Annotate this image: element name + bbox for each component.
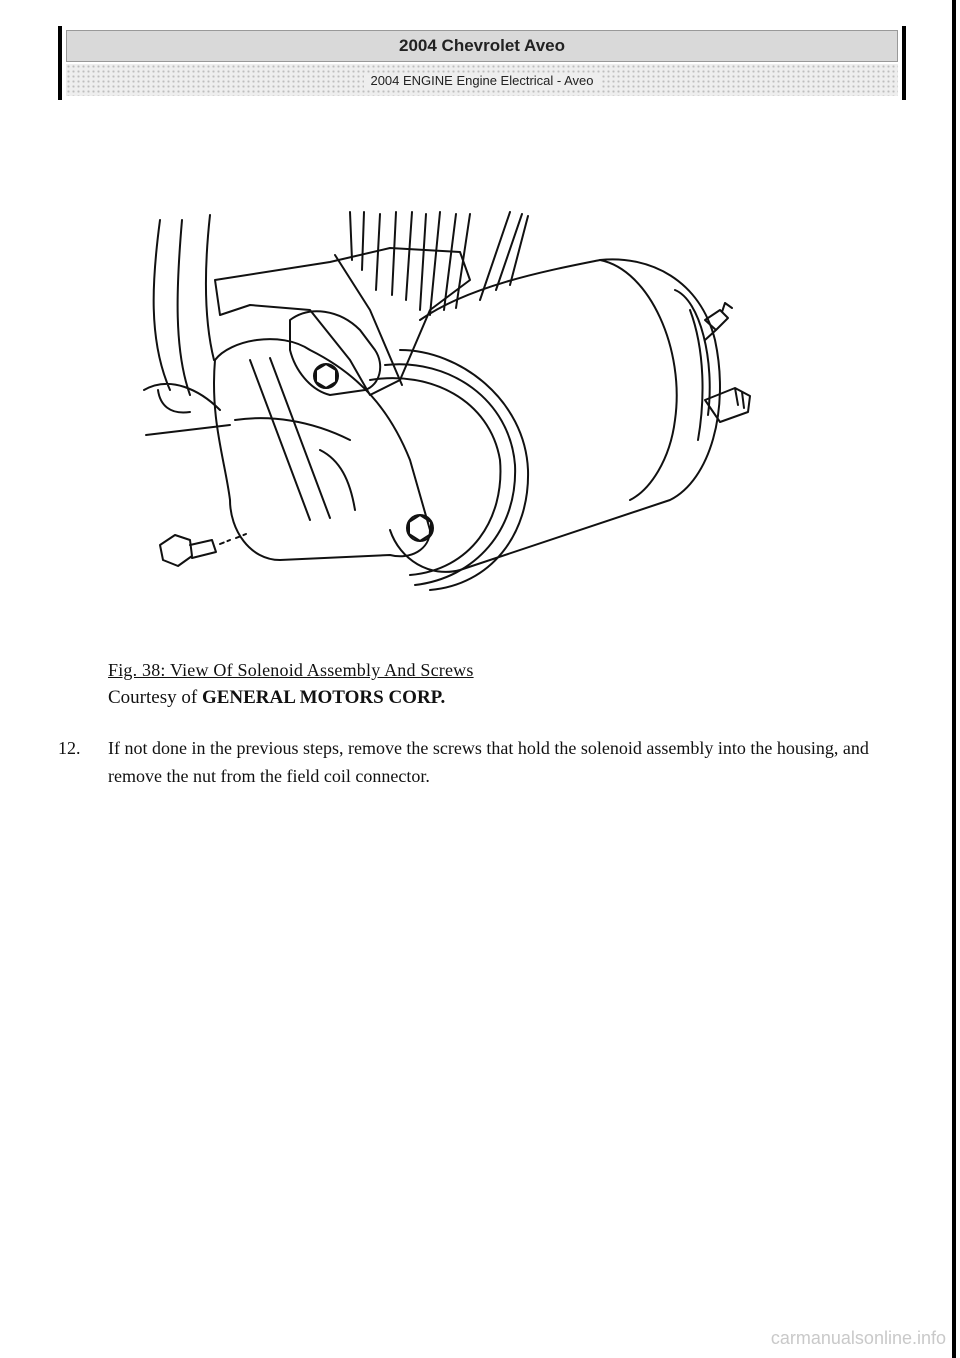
document-title: 2004 Chevrolet Aveo <box>66 30 898 62</box>
figure-credit <box>108 687 445 709</box>
solenoid-illustration <box>130 200 790 610</box>
step-number: 12. <box>58 738 81 758</box>
header-border-left <box>58 26 62 100</box>
wire-bundle <box>350 212 528 315</box>
header-border-right <box>902 26 906 100</box>
bracket-arm <box>335 255 402 385</box>
document-subtitle-bar <box>66 64 898 96</box>
credit-prefix: Courtesy of <box>108 687 198 708</box>
credit-organization: GENERAL MOTORS CORP. <box>201 687 446 708</box>
mounting-bracket <box>215 248 470 395</box>
motor-housing <box>390 259 720 572</box>
housing-outline <box>144 215 220 410</box>
side-terminal-stud <box>705 388 750 422</box>
upper-screw-head <box>314 364 338 388</box>
upper-screw-hex <box>316 364 336 388</box>
flange-ring <box>370 350 528 590</box>
page-header <box>58 26 906 100</box>
figure-caption: Fig. 38: View Of Solenoid Assembly And Screws <box>108 660 474 680</box>
site-watermark: carmanualsonline.info <box>770 1328 946 1348</box>
page-border <box>952 0 956 1358</box>
lower-screw-hex <box>409 515 431 541</box>
document-subtitle: 2004 ENGINE Engine Electrical - Aveo <box>364 73 599 88</box>
step-text: If not done in the previous steps, remove the screws that hold the solenoid assembly into the housing, and remove the nut from the field coil connector. <box>108 738 869 786</box>
removed-bolt <box>160 535 216 566</box>
motor-end-cap <box>600 260 677 500</box>
